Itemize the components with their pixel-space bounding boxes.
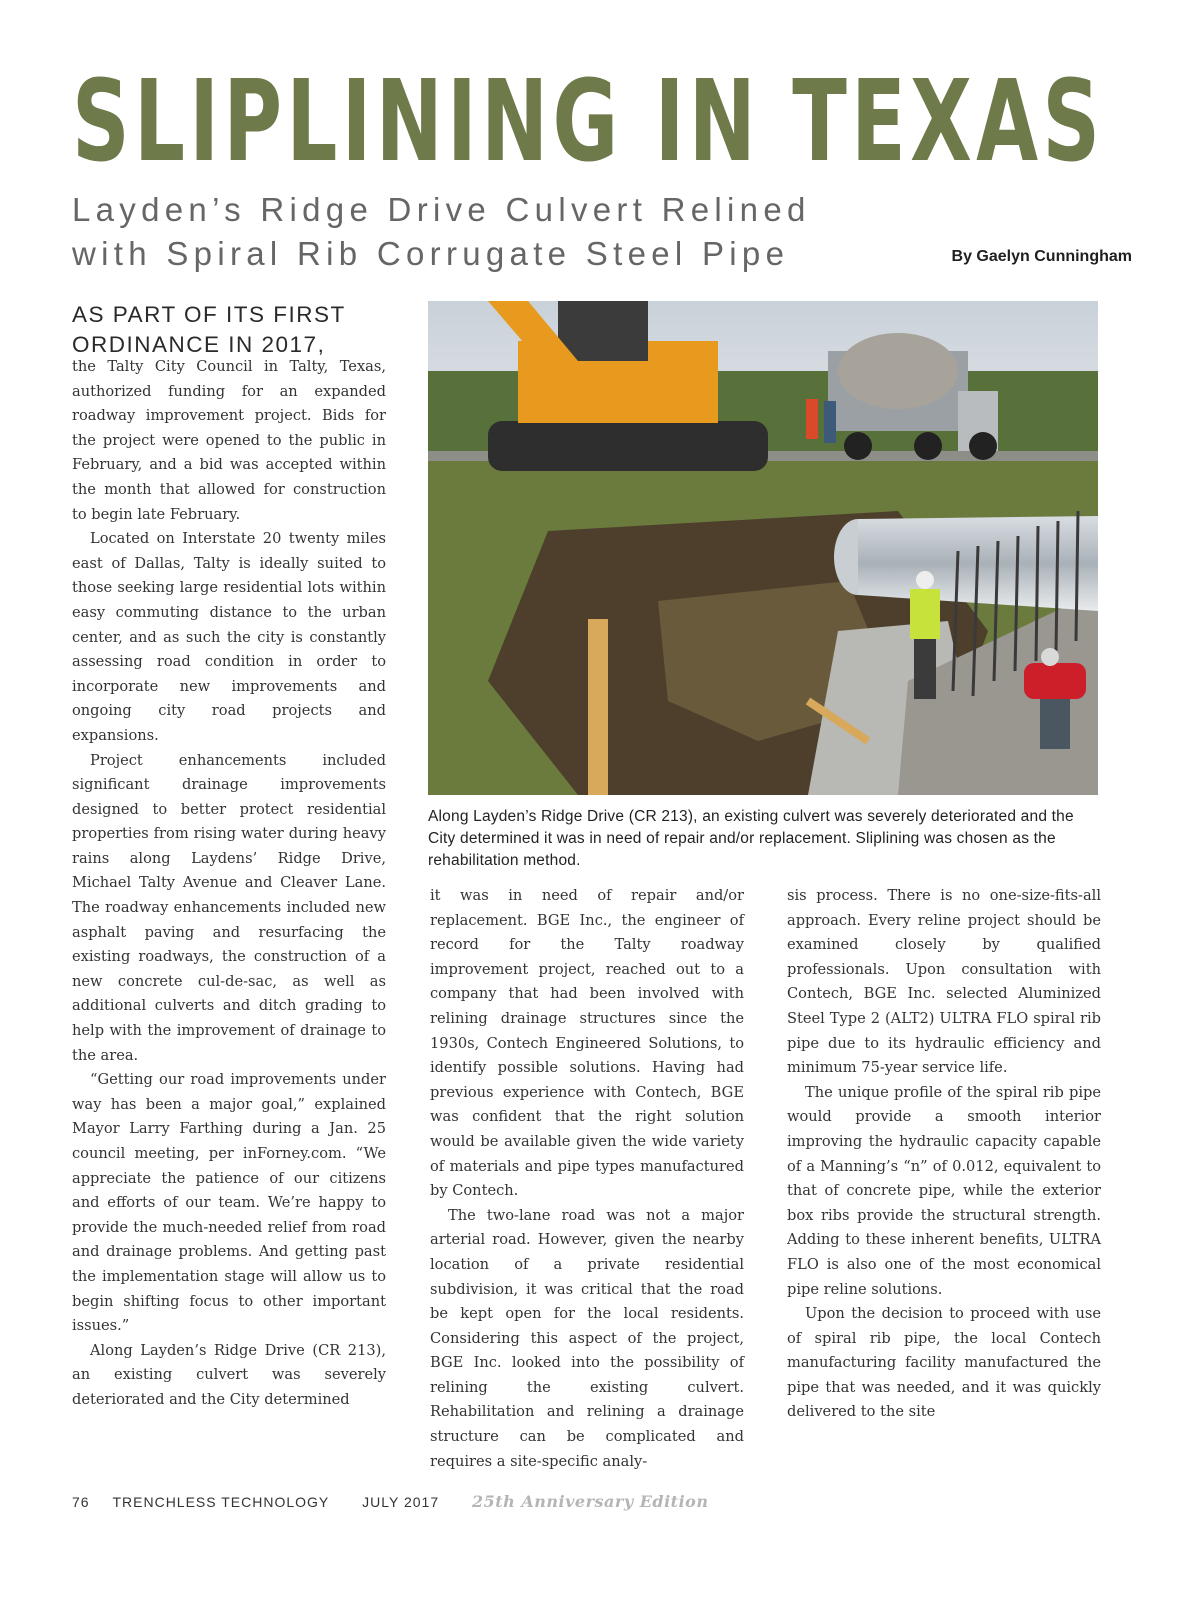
paragraph: The two-lane road was not a major arterial road. However, given the nearby location of a private residential subdivision, it was critical that the road be kept open for the local residents. Considering this aspect of the project, BGE Inc. looked into the possibility of relining the existing culvert. Rehabilitation and relining a drainage structure can be complicated and requires a site-specific analy- xyxy=(430,1206,744,1470)
truck-wheel xyxy=(969,432,997,460)
paragraph: the Talty City Council in Talty, Texas, authorized funding for an expanded roadway improvement project. Bids for the project were opened to the public in February, and a bid was accepted within the month that allowed for construction to begin late February. xyxy=(72,358,386,523)
lead-in-heading xyxy=(72,300,392,360)
truck-wheel xyxy=(914,432,942,460)
article-title: SLIPLINING IN TEXAS xyxy=(72,57,1105,187)
lead-line-1: AS PART OF ITS FIRST xyxy=(72,302,346,327)
page-footer xyxy=(72,1492,708,1516)
subtitle-line-2: with Spiral Rib Corrugate Steel Pipe xyxy=(72,235,790,272)
subtitle-line-1: Layden’s Ridge Drive Culvert Relined xyxy=(72,191,811,228)
paragraph: sis process. There is no one-size-fits-all approach. Every reline project should be examined closely by qualified professionals. Upon consultation with Contech, BGE Inc. selected Aluminized Steel Type 2 (ALT2) ULTRA FLO spiral rib pipe due to its hydraulic efficiency and minimum 75-year service life. xyxy=(787,887,1101,1077)
paragraph: The unique profile of the spiral rib pipe would provide a smooth interior improving the hydraulic capacity capable of a Manning’s “n” of 0.012, equivalent to that of concrete pipe, while the exterior box ribs provide the structural strength. Adding to these inherent benefits, ULTRA FLO is also one of the most economical pipe reline solutions. xyxy=(787,1083,1101,1298)
worker-orange xyxy=(806,399,818,439)
page-number: 76 xyxy=(72,1494,90,1510)
byline: By Gaelyn Cunningham xyxy=(951,248,1132,265)
photo-caption: Along Layden’s Ridge Drive (CR 213), an existing culvert was severely deteriorated and the City determined it was in need of repair and/or replacement. Sliplining was chosen as the rehabilitation method. xyxy=(428,808,1074,869)
paragraph: Along Layden’s Ridge Drive (CR 213), an existing culvert was severely deteriorated and the City determined xyxy=(72,1341,386,1408)
worker-red-shirt xyxy=(1024,663,1086,699)
worker-cap xyxy=(1041,648,1059,666)
wooden-stake xyxy=(588,619,608,795)
magazine-name: TRENCHLESS TECHNOLOGY xyxy=(112,1494,330,1510)
text-column-3 xyxy=(787,884,1101,1425)
worker-jeans xyxy=(1040,699,1070,749)
paragraph: Located on Interstate 20 twenty miles east of Dallas, Talty is ideally suited to those seeking large residential lots within easy commuting distance to the urban center, and as such the city is constantly assessing road condition in order to incorporate new improvements and ongoing city road projects and expansions. xyxy=(72,530,386,744)
lead-line-2: ORDINANCE IN 2017, xyxy=(72,332,326,357)
paragraph: Upon the decision to proceed with use of spiral rib pipe, the local Contech manufacturing facility manufactured the pipe that was needed, and it was quickly delivered to the site xyxy=(787,1305,1101,1421)
paragraph: “Getting our road improvements under way has been a major goal,” explained Mayor Larry Farthing during a Jan. 25 council meeting, per inForney.com. “We appreciate the patience of our citizens and efforts of our team. We’re happy to provide the much-needed relief from road and drainage problems. And getting past the implementation stage will allow us to begin shifting focus to other important issues.” xyxy=(72,1071,386,1335)
worker-hardhat xyxy=(916,571,934,589)
worker-legs xyxy=(914,639,936,699)
construction-photo-illustration xyxy=(428,301,1098,795)
truck-wheel xyxy=(844,432,872,460)
construction-photo xyxy=(428,301,1098,795)
mixer-drum xyxy=(838,333,958,409)
text-column-2 xyxy=(430,884,744,1474)
text-column-1 xyxy=(72,355,386,1413)
worker-blue xyxy=(824,401,836,443)
paragraph: Project enhancements included significant drainage improvements designed to better protect residential properties from rising water during heavy rains along Laydens’ Ridge Drive, Michael Talty Avenue and Cleaver Lane. The roadway enhancements included new asphalt paving and resurfacing the existing roadways, the construction of a new concrete cul-de-sac, as well as additional culverts and ditch grading to help with the improvement of drainage to the area. xyxy=(72,751,386,1064)
edition-label: 25th Anniversary Edition xyxy=(472,1492,709,1511)
excavator-tracks xyxy=(488,421,768,471)
paragraph: it was in need of repair and/or replacement. BGE Inc., the engineer of record for the Talty roadway improvement project, reached out to a company that had been involved with relining drainage structures since the 1930s, Contech Engineered Solutions, to identify possible solutions. Having had previous experience with Contech, BGE was confident that the right solution would be available given the wide variety of materials and pipe types manufactured by Contech. xyxy=(430,887,744,1200)
issue-date: JULY 2017 xyxy=(362,1494,440,1510)
excavator-cab xyxy=(558,301,648,361)
article-subtitle xyxy=(72,188,832,276)
worker-safety-vest xyxy=(910,589,940,639)
